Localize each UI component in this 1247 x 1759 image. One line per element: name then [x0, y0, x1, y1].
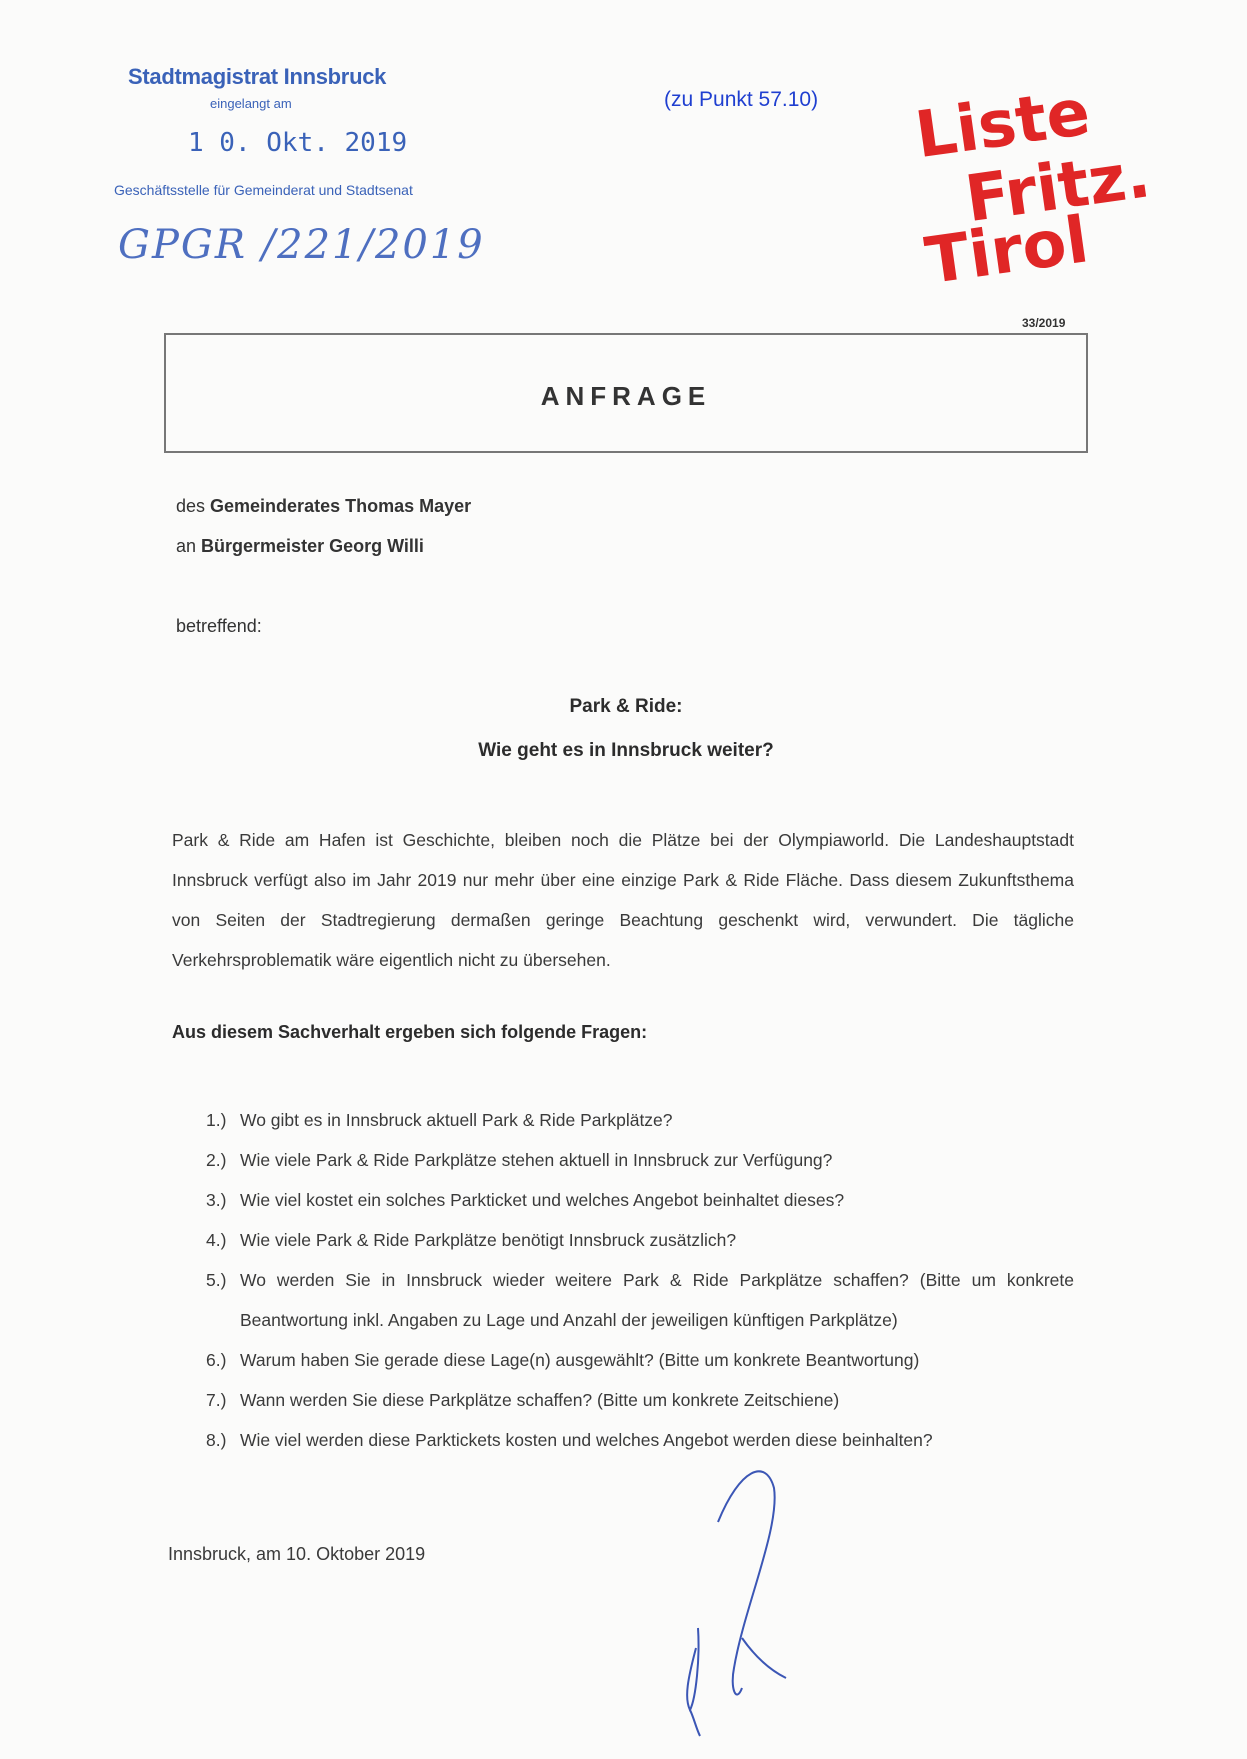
from-prefix: des [176, 496, 211, 516]
question-text: Wie viele Park & Ride Parkplätze benötigt Innsbruck zusätzlich? [240, 1230, 737, 1250]
list-item [206, 1140, 1074, 1180]
list-item [206, 1100, 1074, 1140]
document-title: ANFRAGE [540, 381, 712, 411]
list-item [206, 1420, 1074, 1460]
list-item [206, 1180, 1074, 1220]
question-text: Warum haben Sie gerade diese Lage(n) ausgewählt? (Bitte um konkrete Beantwortung) [240, 1350, 920, 1370]
place-and-date: Innsbruck, am 10. Oktober 2019 [168, 1544, 426, 1564]
concerning-label: betreffend: [176, 616, 262, 636]
signature [670, 1448, 810, 1738]
to-line [176, 536, 424, 557]
from-name: Gemeinderates Thomas Mayer [210, 496, 472, 516]
stamp-office: Geschäftsstelle für Gemeinderat und Stadtsenat [114, 182, 413, 198]
list-item [206, 1220, 1074, 1260]
reference-note: (zu Punkt 57.10) [664, 88, 819, 111]
question-text: Wann werden Sie diese Parkplätze schaffen? (Bitte um konkrete Zeitschiene) [240, 1390, 840, 1410]
stamp-date: 1 0. Okt. 2019 [188, 128, 408, 158]
document-number: 33/2019 [1022, 316, 1066, 330]
questions-heading: Aus diesem Sachverhalt ergeben sich folgende Fragen: [172, 1022, 648, 1042]
from-line [176, 496, 471, 517]
to-name: Bürgermeister Georg Willi [201, 536, 424, 556]
question-number: 2.) [206, 1150, 227, 1170]
question-text: Wie viel werden diese Parktickets kosten und welches Angebot werden diese beinhalten? [240, 1430, 933, 1450]
question-number: 5.) [206, 1270, 227, 1290]
question-number: 1.) [206, 1110, 227, 1130]
title-box [164, 333, 1088, 453]
list-item [206, 1260, 1074, 1340]
to-prefix: an [176, 536, 202, 556]
party-logo [905, 75, 1165, 306]
question-number: 4.) [206, 1230, 227, 1250]
question-text: Wo gibt es in Innsbruck aktuell Park & Ride Parkplätze? [240, 1110, 673, 1130]
logo-line-1: Liste [911, 75, 1095, 174]
question-text: Wo werden Sie in Innsbruck wieder weitere Park & Ride Parkplätze schaffen? (Bitte um konkrete Beantwortung inkl. Angaben zu Lage und Anzahl der jeweiligen künftigen Parkplätze) [240, 1270, 1074, 1330]
question-number: 6.) [206, 1350, 227, 1370]
receipt-stamp [112, 58, 485, 278]
subject-line-2: Wie geht es in Innsbruck weiter? [478, 740, 774, 761]
question-number: 3.) [206, 1190, 227, 1210]
question-text: Wie viel kostet ein solches Parkticket und welches Angebot beinhaltet dieses? [240, 1190, 845, 1210]
question-list [206, 1100, 1074, 1460]
logo-line-3: Tirol [921, 203, 1093, 300]
stamp-reference: GPGR /221/2019 [118, 222, 485, 268]
question-number: 7.) [206, 1390, 227, 1410]
stamp-received-label: eingelangt am [210, 96, 292, 111]
body-paragraph: Park & Ride am Hafen ist Geschichte, bleiben noch die Plätze bei der Olympiaworld. Die Landeshauptstadt Innsbruck verfügt also im Jahr 2019 nur mehr über eine einzige Park & Ride Fläche. Dass diesem Zukunftsthema von Seiten der Stadtregierung dermaßen geringe Beachtung geschenkt wird, verwundert. Die tägliche Verkehrsproblematik wäre eigentlich nicht zu übersehen. [172, 830, 1074, 970]
list-item [206, 1380, 1074, 1420]
list-item [206, 1340, 1074, 1380]
logo-line-2: Fritz. [961, 138, 1155, 238]
question-text: Wie viele Park & Ride Parkplätze stehen aktuell in Innsbruck zur Verfügung? [240, 1150, 833, 1170]
subject-line-1: Park & Ride: [569, 696, 683, 717]
stamp-organization: Stadtmagistrat Innsbruck [128, 64, 387, 89]
question-number: 8.) [206, 1430, 227, 1450]
